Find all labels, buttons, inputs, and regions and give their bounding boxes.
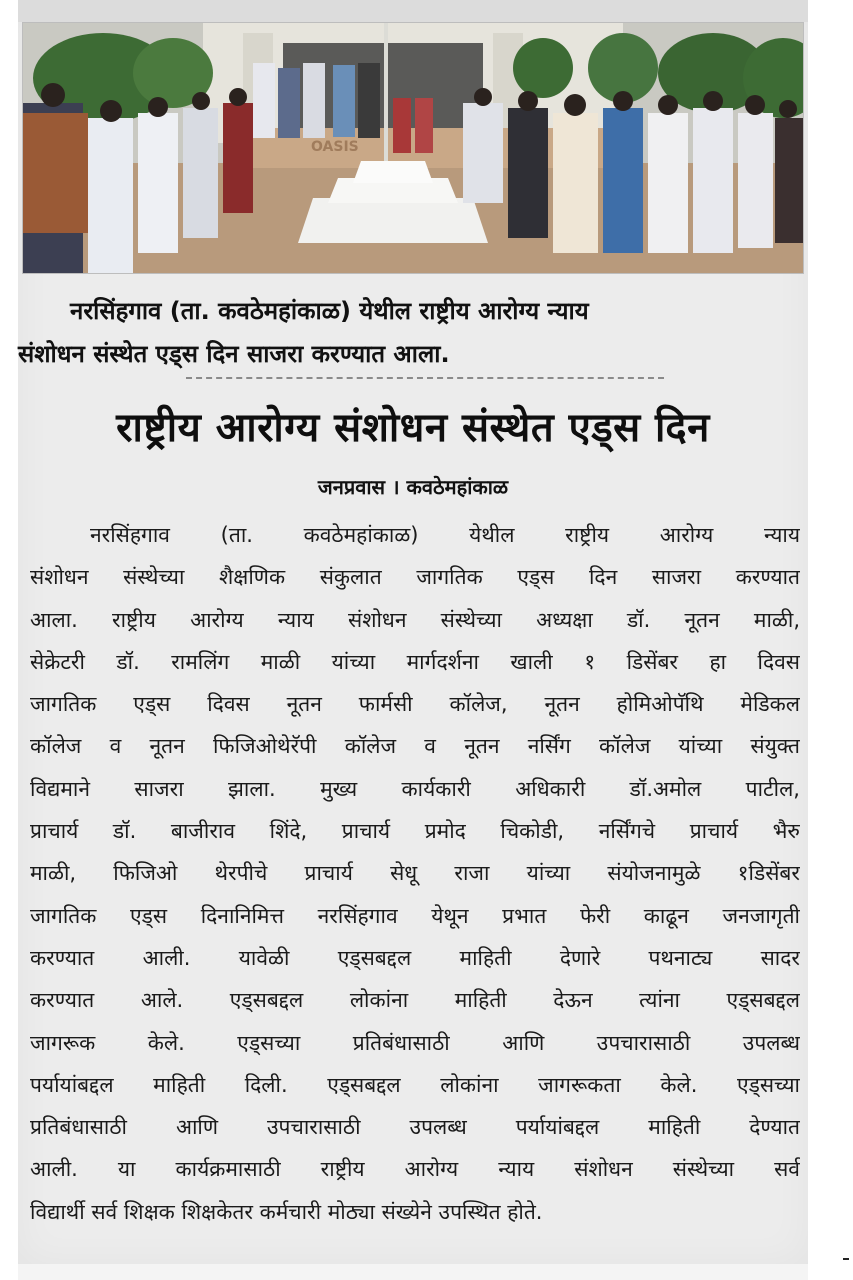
banner-text: OASIS [311,139,359,155]
body-line: संशोधन संस्थेच्या शैक्षणिक संकुलात जागतिक एड्स दिन साजरा करण्यात [30,565,800,590]
body-line: आली. या कार्यक्रमासाठी राष्ट्रीय आरोग्य न्याय संशोधन संस्थेच्या सर्व [30,1157,800,1182]
body-line: जागतिक एड्स दिनानिमित्त नरसिंहगाव येथून प्रभात फेरी काढून जनजागृती [30,903,800,928]
margin-mark [843,1258,849,1260]
photo-icon [23,23,803,273]
news-photo [22,22,804,274]
body-line: प्रतिबंधासाठी आणि उपचारासाठी उपलब्ध पर्यायांबद्दल माहिती देण्यात [30,1115,800,1140]
body-line: माळी, फिजिओ थेरपीचे प्राचार्य सेधू राजा यांच्या संयोजनामुळे १डिसेंबर [30,861,800,886]
caption-line-2: संशोधन संस्थेत एड्स दिन साजरा करण्यात आला. [18,340,450,368]
body-line: सेक्रेटरी डॉ. रामलिंग माळी यांच्या मार्गदर्शना खाली १ डिसेंबर हा दिवस [30,649,800,674]
article-headline: राष्ट्रीय आरोग्य संशोधन संस्थेत एड्स दिन [116,404,710,451]
body-line: करण्यात आली. यावेळी एड्सबद्दल माहिती देणारे पथनाट्य सादर [30,945,800,970]
newspaper-clipping [18,0,808,1264]
article-body [30,514,800,1233]
body-line: पर्यायांबद्दल माहिती दिली. एड्सबद्दल लोकांना जागरूकता केले. एड्सच्या [30,1072,800,1097]
body-line: विद्यार्थी सर्व शिक्षक शिक्षकेतर कर्मचारी मोठ्या संख्येने उपस्थित होते. [30,1199,543,1224]
body-line: विद्यमाने साजरा झाला. मुख्य कार्यकारी अधिकारी डॉ.अमोल पाटील, [30,776,800,801]
body-line: जागरूक केले. एड्सच्या प्रतिबंधासाठी आणि उपचारासाठी उपलब्ध [30,1030,800,1055]
body-line: जागतिक एड्स दिवस नूतन फार्मसी कॉलेज, नूतन होमिओपॅथि मेडिकल [30,692,800,717]
dashed-divider [186,377,664,379]
article-dateline: जनप्रवास । कवठेमहांकाळ [317,475,509,499]
body-line: नरसिंहगाव (ता. कवठेमहांकाळ) येथील राष्ट्रीय आरोग्य न्याय [90,523,800,547]
caption-line-1: नरसिंहगाव (ता. कवठेमहांकाळ) येथील राष्ट्रीय आरोग्य न्याय [70,297,589,325]
clipping-top-edge [18,0,808,22]
clipping-bottom-edge [18,1264,808,1280]
body-line: करण्यात आले. एड्सबद्दल लोकांना माहिती देऊन त्यांना एड्सबद्दल [30,988,800,1013]
body-line: आला. राष्ट्रीय आरोग्य न्याय संशोधन संस्थेच्या अध्यक्षा डॉ. नूतन माळी, [30,607,800,632]
body-line: प्राचार्य डॉ. बाजीराव शिंदे, प्राचार्य प्रमोद चिकोडी, नर्सिंगचे प्राचार्य भैरु [30,819,800,844]
body-line: कॉलेज व नूतन फिजिओथेरॅपी कॉलेज व नूतन नर्सिंग कॉलेज यांच्या संयुक्त [30,734,800,759]
photo-caption [18,290,808,376]
